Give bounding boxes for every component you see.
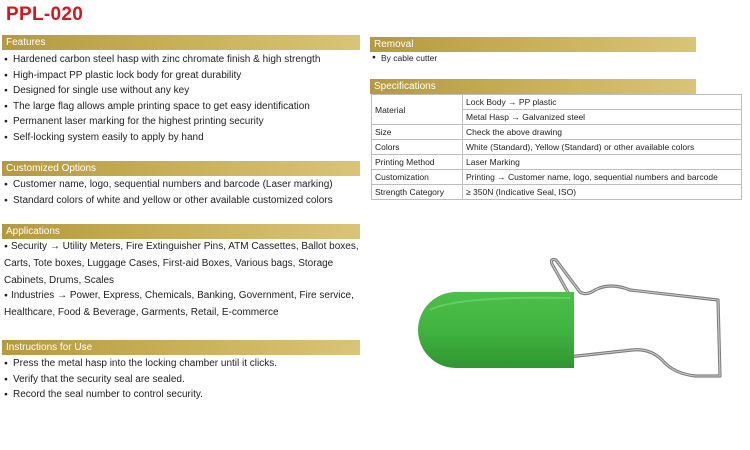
features-list	[4, 52, 360, 146]
list-item: ● Customer name, logo, sequential numbers and barcode (Laser marking)	[4, 177, 360, 193]
spec-value: White (Standard), Yellow (Standard) or other available colors	[463, 140, 742, 155]
list-item: ● Designed for single use without any key	[4, 83, 360, 99]
list-item: ● Press the metal hasp into the locking chamber until it clicks.	[4, 356, 360, 372]
list-item: ● By cable cutter	[372, 51, 692, 65]
spec-value: Metal Hasp → Galvanized steel	[463, 110, 742, 125]
applications-heading: Applications	[2, 224, 360, 239]
instructions-heading: Instructions for Use	[2, 340, 360, 355]
list-item: ● The large flag allows ample printing space to get easy identification	[4, 99, 360, 115]
spec-label: Size	[372, 125, 463, 140]
list-item: ● Hardened carbon steel hasp with zinc chromate finish & high strength	[4, 52, 360, 68]
table-row	[372, 140, 742, 155]
padlock-seal-image	[400, 250, 730, 390]
spec-label: Printing Method	[372, 155, 463, 170]
table-row	[372, 170, 742, 185]
applications-security-text: Security → Utility Meters, Fire Extinguisher Pins, ATM Cassettes, Ballot boxes, Carts, Tote boxes, Luggage Cases, First-aid Boxes, Various bags, Storage Cabinets, Drums, Scales	[4, 241, 359, 286]
table-row	[372, 125, 742, 140]
specifications-heading: Specifications	[370, 79, 696, 94]
list-item: ● Verify that the security seal are sealed.	[4, 372, 360, 388]
product-title: PPL-020	[6, 4, 84, 25]
table-row	[372, 95, 742, 110]
removal-list	[372, 51, 692, 65]
customized-options-list	[4, 177, 360, 208]
spec-label: Customization	[372, 170, 463, 185]
spec-value: ≥ 350N (Indicative Seal, ISO)	[463, 185, 742, 200]
applications-industries-text: Industries → Power, Express, Chemicals, Banking, Government, Fire service, Healthcare, Food & Beverage, Garments, Retail, E-commerce	[4, 290, 354, 318]
spec-label: Colors	[372, 140, 463, 155]
list-item: ● High-impact PP plastic lock body for great durability	[4, 68, 360, 84]
list-item: ● Permanent laser marking for the highest printing security	[4, 114, 360, 130]
bullet-icon: ●	[4, 292, 8, 299]
hasp-wire	[552, 260, 721, 377]
table-row	[372, 185, 742, 200]
features-heading: Features	[2, 35, 360, 50]
applications-security	[4, 238, 359, 289]
spec-value: Laser Marking	[463, 155, 742, 170]
list-item: ● Record the seal number to control security.	[4, 387, 360, 403]
spec-label: Strength Category	[372, 185, 463, 200]
removal-heading: Removal	[370, 37, 696, 52]
customized-options-heading: Customized Options	[2, 161, 360, 176]
specifications-table	[371, 94, 742, 200]
list-item: ● Standard colors of white and yellow or other available customized colors	[4, 193, 360, 209]
spec-value: Printing → Customer name, logo, sequential numbers and barcode	[463, 170, 742, 185]
bullet-icon: ●	[4, 243, 8, 250]
applications-industries	[4, 287, 359, 321]
spec-label: Material	[372, 95, 463, 125]
spec-value: Lock Body → PP plastic	[463, 95, 742, 110]
spec-value: Check the above drawing	[463, 125, 742, 140]
instructions-list	[4, 356, 360, 403]
seal-body	[418, 292, 574, 368]
table-row	[372, 155, 742, 170]
list-item: ● Self-locking system easily to apply by hand	[4, 130, 360, 146]
